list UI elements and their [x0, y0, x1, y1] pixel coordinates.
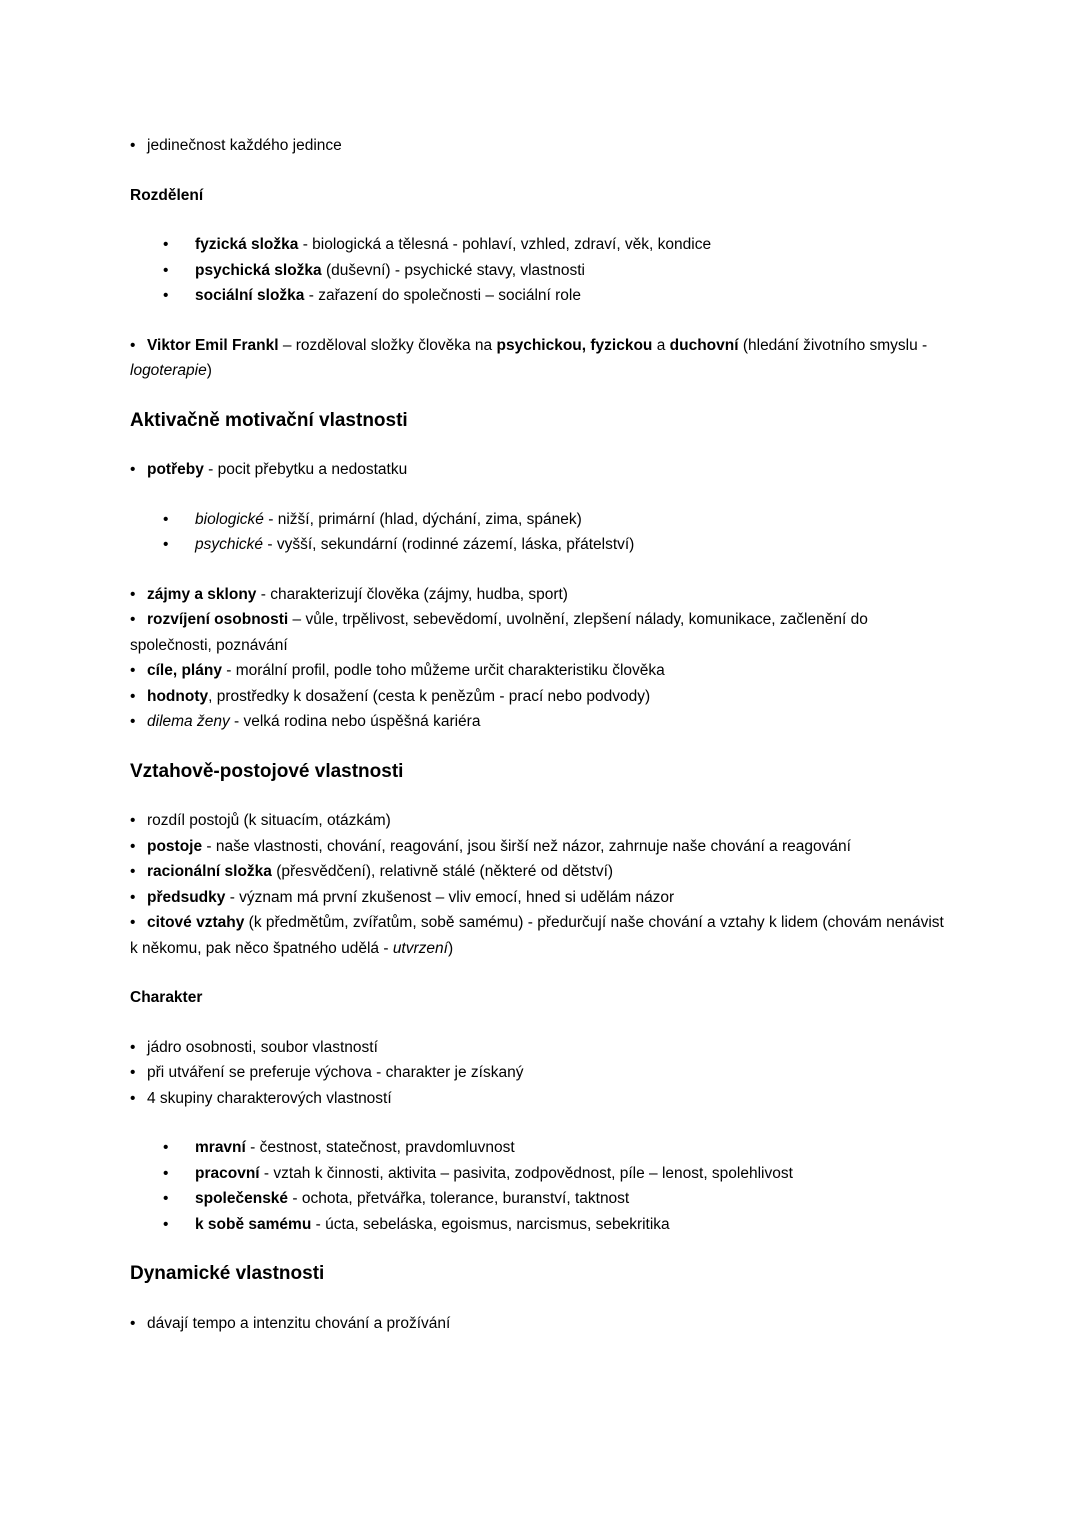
text-segment: Dynamické vlastnosti: [130, 1263, 325, 1284]
text-segment: – vůle, trpělivost, sebevědomí, uvolnění, zlepšení nálady, komunikace, začlenění do společnosti, poznávání: [130, 611, 868, 654]
bullet-item: [130, 133, 950, 159]
text-segment: - čestnost, statečnost, pravdomluvnost: [245, 1139, 515, 1156]
text-segment: , prostředky k dosažení (cesta k penězům - prací nebo podvody): [208, 687, 651, 705]
bullet-item: [130, 333, 950, 384]
text-segment: logoterapie: [130, 362, 207, 379]
text-segment: (přesvědčení), relativně stálé (některé od dětství): [271, 863, 614, 880]
text-segment: psychické: [195, 536, 264, 553]
bullet-icon: •: [130, 687, 136, 705]
bullet-item: [130, 859, 950, 885]
bullet-icon: •: [163, 236, 169, 253]
text-segment: Aktivačně motivační vlastnosti: [130, 409, 408, 431]
bullet-icon: •: [130, 662, 136, 679]
text-segment: sociální složka: [195, 287, 305, 304]
text-segment: - vztah k činnosti, aktivita – pasivita, zodpovědnost, píle – lenost, spolehlivost: [259, 1164, 793, 1182]
bullet-icon: •: [130, 812, 136, 829]
text-segment: psychickou, fyzickou: [496, 336, 653, 354]
text-segment: - biologická a tělesná - pohlaví, vzhled, zdraví, věk, kondice: [298, 236, 712, 253]
text-segment: - úcta, sebeláska, egoismus, narcismus, sebekritika: [311, 1215, 670, 1233]
bullet-icon: •: [163, 1190, 169, 1207]
bullet-icon: •: [130, 837, 136, 855]
bullet-item: [130, 582, 950, 608]
bullet-item: [130, 808, 950, 834]
text-segment: ): [206, 362, 212, 379]
bullet-item: [130, 1086, 950, 1112]
text-segment: při utváření se preferuje výchova - charakter je získaný: [147, 1064, 524, 1081]
bullet-icon: •: [163, 1215, 169, 1233]
text-segment: potřeby: [147, 461, 204, 478]
text-segment: a: [652, 336, 670, 354]
sub-bullet-item: [130, 532, 950, 558]
bullet-item: [130, 1035, 950, 1061]
bullet-icon: •: [130, 713, 136, 730]
bullet-item: [130, 1060, 950, 1086]
text-segment: Viktor Emil Frankl: [147, 336, 279, 354]
bullet-icon: •: [163, 287, 169, 304]
bullet-icon: •: [130, 336, 136, 354]
section-heading-large: [130, 759, 950, 785]
text-segment: jedinečnost každého jedince: [147, 137, 342, 154]
text-segment: (k předmětům, zvířatům, sobě samému) - předurčují naše chování a vztahy k lidem (chovám nenávist k někomu, pak něco špatného udělá -: [130, 914, 944, 957]
text-segment: - velká rodina nebo úspěšná kariéra: [229, 713, 481, 730]
text-segment: - význam má první zkušenost – vliv emocí, hned si udělám názor: [225, 888, 675, 906]
text-segment: - zařazení do společnosti – sociální role: [304, 287, 581, 304]
bullet-item: [130, 885, 950, 911]
text-segment: Rozdělení: [130, 186, 204, 204]
section-heading: [130, 183, 950, 209]
bullet-icon: •: [130, 585, 136, 603]
text-segment: postoje: [147, 837, 203, 855]
sub-bullet-item: [130, 1135, 950, 1161]
sub-bullet-item: [130, 258, 950, 284]
text-segment: - nižší, primární (hlad, dýchání, zima, spánek): [263, 510, 582, 528]
bullet-item: [130, 1311, 950, 1337]
text-segment: pracovní: [195, 1164, 260, 1182]
bullet-item: [130, 658, 950, 684]
bullet-item: [130, 709, 950, 735]
bullet-icon: •: [130, 1089, 136, 1107]
sub-bullet-item: [130, 507, 950, 533]
text-segment: - naše vlastnosti, chování, reagování, jsou širší než názor, zahrnuje naše chování a reagování: [202, 837, 851, 855]
section-heading-large: [130, 408, 950, 434]
text-segment: (duševní) - psychické stavy, vlastnosti: [321, 261, 585, 279]
bullet-item: [130, 607, 950, 658]
bullet-icon: •: [163, 510, 169, 528]
bullet-icon: •: [130, 137, 136, 154]
text-segment: 4 skupiny charakterových vlastností: [147, 1089, 392, 1107]
bullet-icon: •: [130, 888, 136, 906]
text-segment: rozvíjení osobnosti: [147, 611, 289, 628]
bullet-icon: •: [130, 1314, 136, 1332]
text-segment: - ochota, přetvářka, tolerance, buranství, taktnost: [288, 1190, 630, 1207]
sub-bullet-item: [130, 283, 950, 309]
bullet-icon: •: [130, 611, 136, 628]
text-segment: dávají tempo a intenzitu chování a prožívání: [147, 1314, 451, 1332]
text-segment: ): [447, 939, 454, 957]
text-segment: rozdíl postojů (k situacím, otázkám): [147, 812, 391, 829]
text-segment: - charakterizují člověka (zájmy, hudba, sport): [256, 585, 568, 603]
text-segment: biologické: [195, 510, 264, 528]
bullet-icon: •: [130, 1038, 136, 1056]
text-segment: dilema ženy: [147, 713, 230, 730]
text-segment: hodnoty: [147, 687, 209, 705]
text-segment: jádro osobnosti, soubor vlastností: [147, 1038, 378, 1056]
text-segment: – rozděloval složky člověka na: [278, 336, 497, 354]
text-segment: fyzická složka: [195, 236, 299, 253]
bullet-item: [130, 457, 950, 483]
sub-bullet-item: [130, 232, 950, 258]
text-segment: - vyšší, sekundární (rodinné zázemí, láska, přátelství): [263, 536, 635, 553]
sub-bullet-item: [130, 1161, 950, 1187]
text-segment: Charakter: [130, 989, 203, 1006]
text-segment: racionální složka: [147, 863, 272, 880]
text-segment: Vztahově-postojové vlastnosti: [130, 760, 404, 782]
bullet-icon: •: [163, 1164, 169, 1182]
bullet-icon: •: [130, 1064, 136, 1081]
text-segment: utvrzení: [392, 939, 448, 957]
text-segment: předsudky: [147, 888, 226, 906]
section-heading-large: [130, 1261, 950, 1287]
bullet-icon: •: [163, 261, 169, 279]
text-segment: cíle, plány: [147, 662, 222, 679]
text-segment: mravní: [195, 1139, 246, 1156]
bullet-icon: •: [163, 1139, 169, 1156]
text-segment: - morální profil, podle toho můžeme určit charakteristiku člověka: [221, 662, 665, 679]
text-segment: citové vztahy: [147, 914, 245, 931]
bullet-icon: •: [163, 536, 169, 553]
text-segment: - pocit přebytku a nedostatku: [203, 461, 408, 478]
text-segment: k sobě samému: [195, 1215, 312, 1233]
sub-bullet-item: [130, 1186, 950, 1212]
bullet-icon: •: [130, 461, 136, 478]
text-segment: zájmy a sklony: [147, 585, 257, 603]
text-segment: psychická složka: [195, 261, 322, 279]
bullet-icon: •: [130, 863, 136, 880]
section-heading: [130, 985, 950, 1011]
sub-bullet-item: [130, 1212, 950, 1238]
bullet-item: [130, 834, 950, 860]
text-segment: společenské: [195, 1190, 289, 1207]
bullet-item: [130, 910, 950, 961]
text-segment: (hledání životního smyslu -: [738, 336, 928, 354]
bullet-item: [130, 684, 950, 710]
bullet-icon: •: [130, 914, 136, 931]
text-segment: duchovní: [669, 336, 739, 354]
